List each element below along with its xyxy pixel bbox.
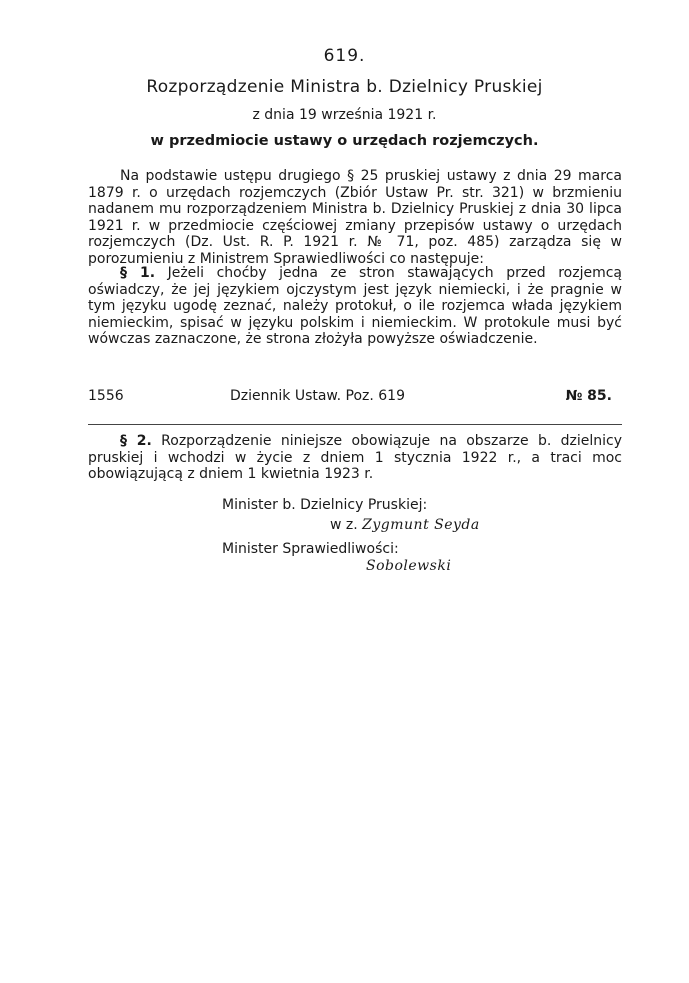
minister-2-title: Minister Sprawiedliwości: — [222, 541, 399, 557]
minister-1-title: Minister b. Dzielnicy Pruskiej: — [222, 497, 428, 513]
page-number: 619. — [323, 46, 366, 66]
intro-paragraph: Na podstawie ustępu drugiego § 25 pruskiej ustawy z dnia 29 marca 1879 r. o urzędach rozjemczych (Zbiór Ustaw Pr. str. 321) w brzmieniu nadanem mu rozporządzeniem Ministra b. Dzielnicy Pruskiej z dnia 30 lipca 1921 r. w przedmiocie częściowej zmiany przepisów ustawy o urzędach rozjemczych (Dz. Ust. R. P. 1921 r. № 71, poz. 485) zarządza się w porozumieniu z Ministrem Sprawiedliwości co następuje: — [88, 168, 622, 267]
section-2-label: § 2. — [120, 433, 152, 449]
section-1-paragraph — [88, 265, 622, 348]
minister-1-name: Zygmunt Seyda — [362, 517, 480, 533]
minister-1-signature — [330, 517, 480, 533]
footer-journal: Dziennik Ustaw. Poz. 619 — [230, 388, 405, 404]
subject-line: w przedmiocie ustawy o urzędach rozjemczych. — [150, 133, 539, 149]
date-line: z dnia 19 września 1921 r. — [252, 107, 437, 123]
section-2-text: Rozporządzenie niniejsze obowiązuje na obszarze b. dzielnicy pruskiej i wchodzi w życie z dniem 1 stycznia 1922 r., a traci moc obowiązującą z dniem 1 kwietnia 1923 r. — [88, 433, 623, 483]
document-title: Rozporządzenie Ministra b. Dzielnicy Pruskiej — [146, 77, 543, 97]
page-footer — [88, 388, 622, 408]
footer-divider — [88, 424, 622, 425]
footer-issue: № 85. — [565, 388, 612, 404]
section-2-paragraph — [88, 433, 622, 483]
section-1-text: Jeżeli choćby jedna ze stron stawających przed rozjemcą oświadczy, że jej językiem ojczystym jest język niemiecki, i że pragnie w tym języku ugodę zeznać, należy protokuł, o ile rozjemca włada językiem niemieckim, spisać w języku polskim i niemieckim. W protokule musi być wówczas zaznaczone, że strona złożyła powyższe oświadczenie. — [88, 265, 623, 348]
minister-2-name: Sobolewski — [366, 558, 452, 574]
footer-page-number: 1556 — [88, 388, 124, 404]
section-1-label: § 1. — [120, 265, 156, 281]
minister-1-prefix: w z. — [330, 517, 358, 533]
